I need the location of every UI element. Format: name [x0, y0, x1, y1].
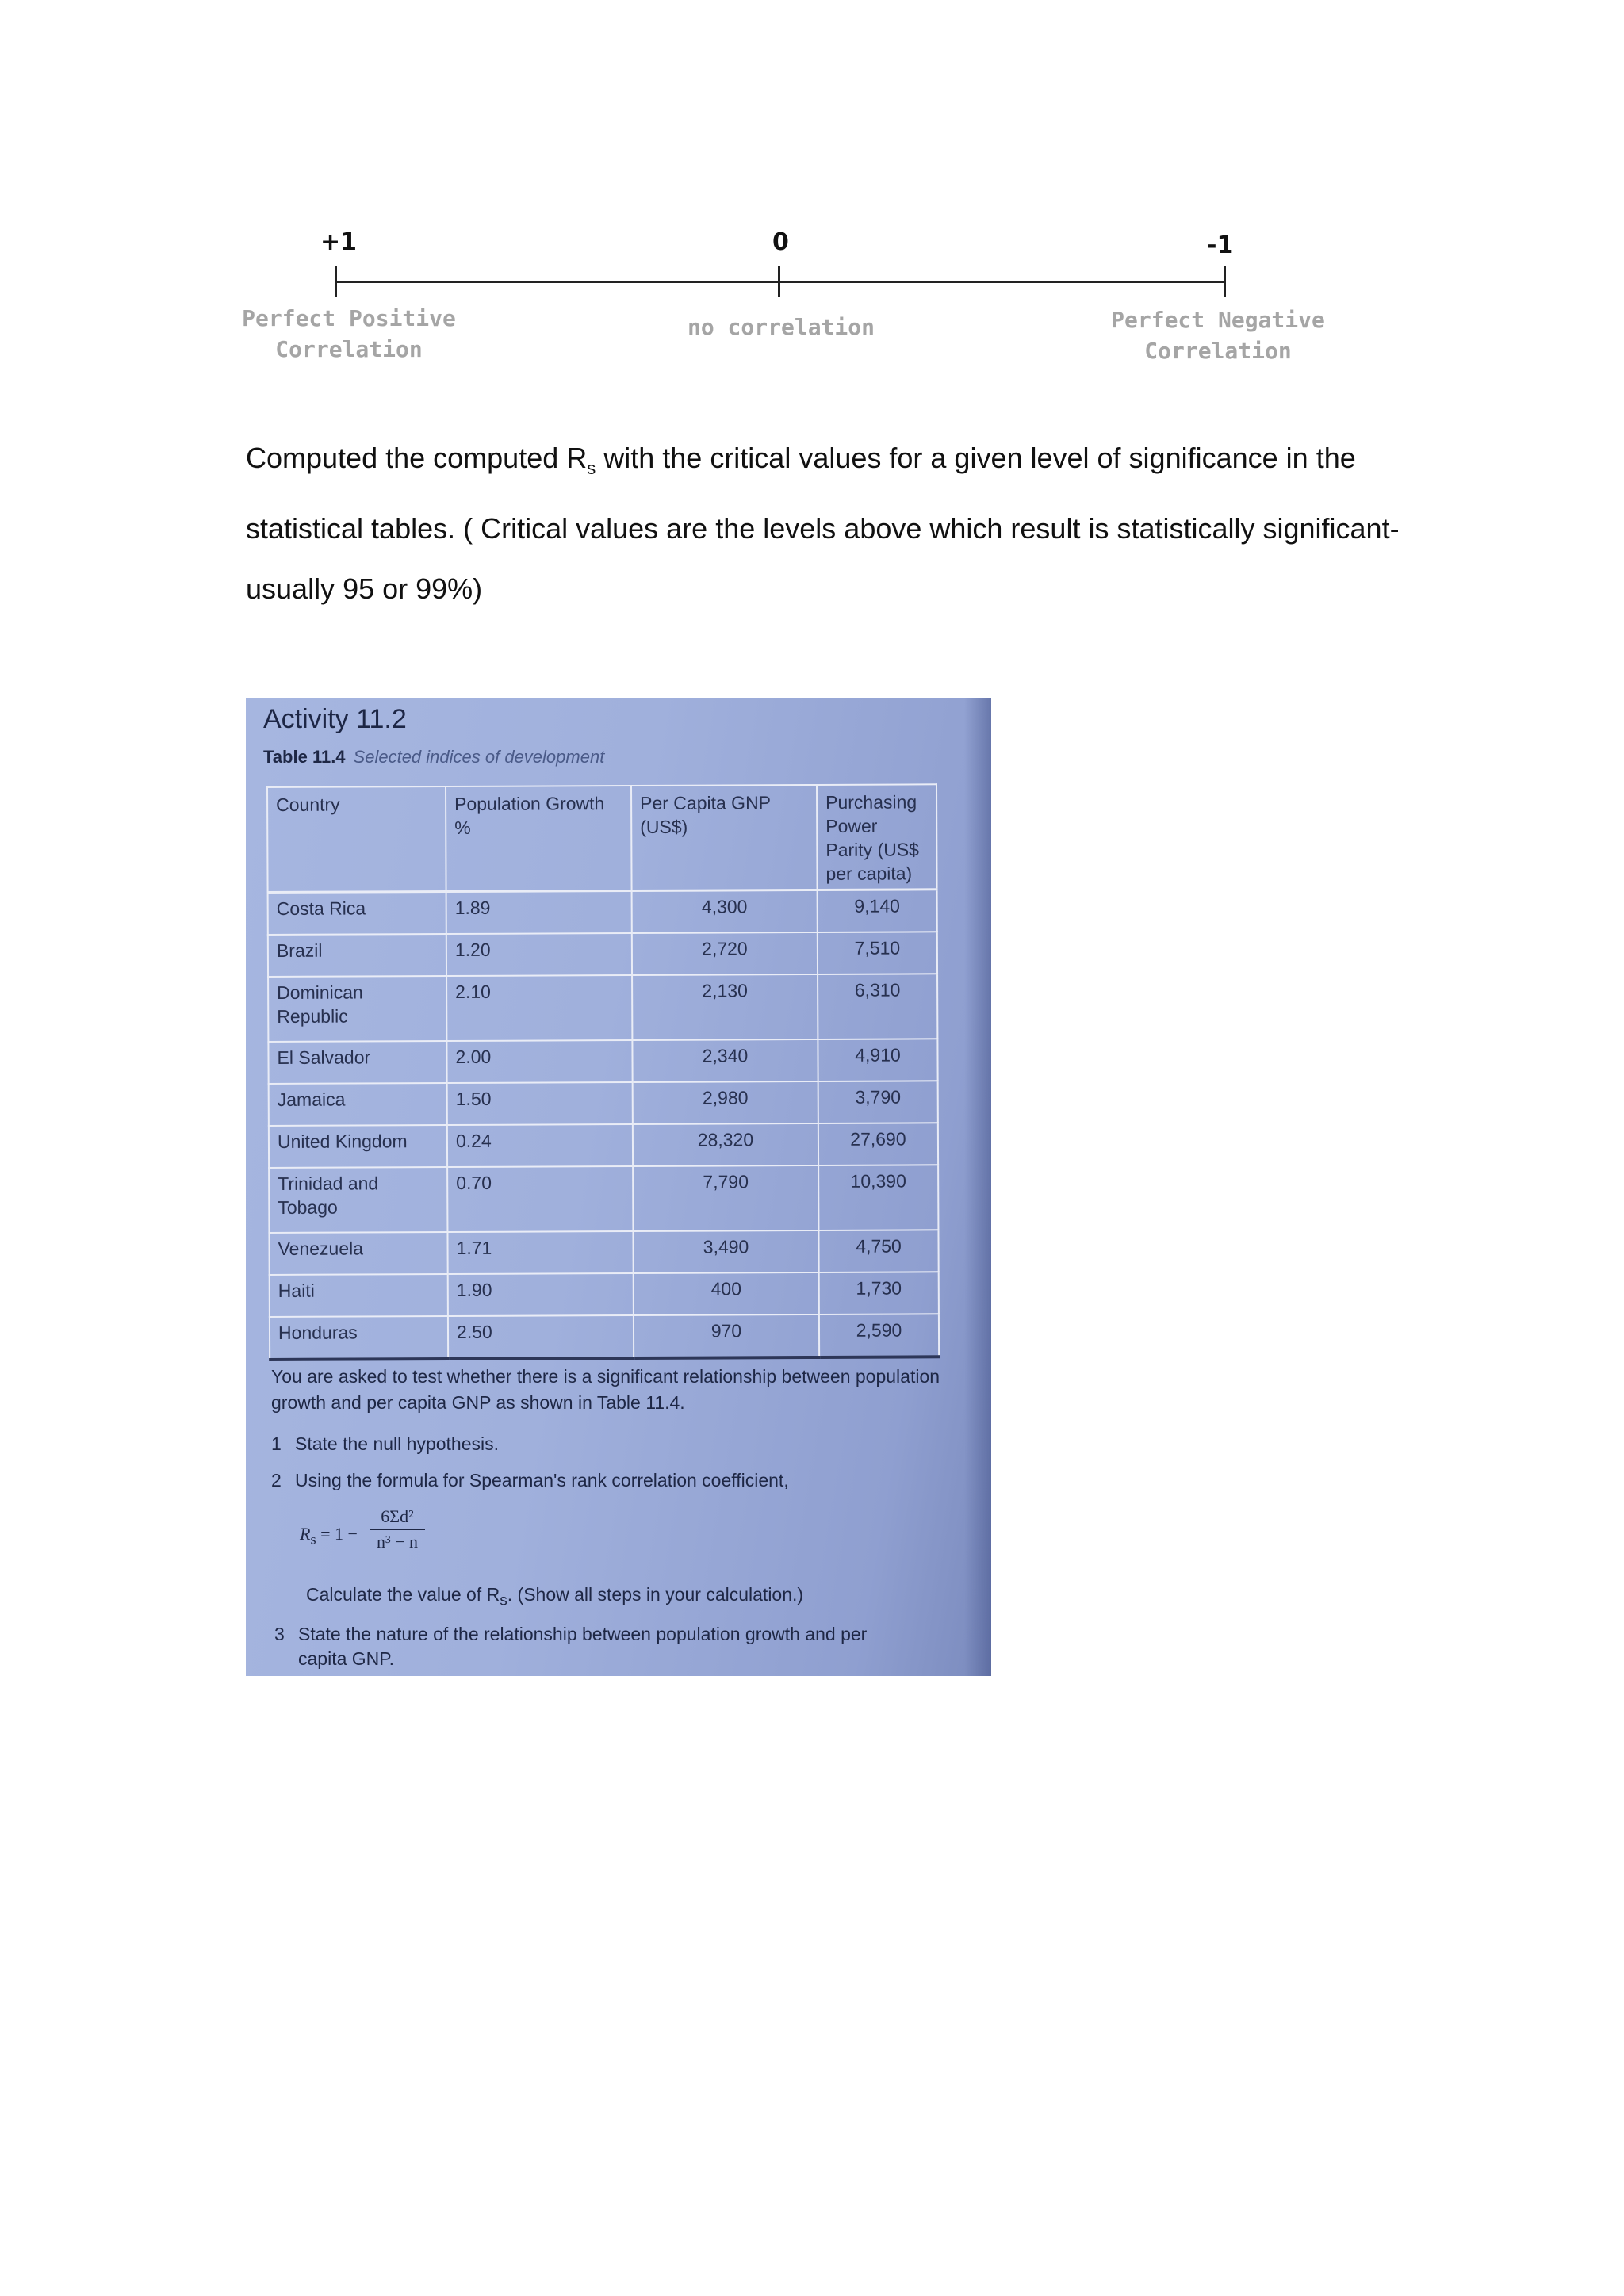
cell-ppp: 27,690 — [818, 1123, 938, 1165]
cell-gnp: 28,320 — [633, 1123, 818, 1166]
activity-intro: You are asked to test whether there is a significant relationship between population growth and per capita GNP as shown in Table 11.4. — [271, 1366, 940, 1413]
calc-sub: s — [500, 1592, 508, 1609]
page-shadow-edge — [964, 698, 991, 1676]
table-row — [270, 1314, 939, 1360]
paragraph-text-end: with the critical values for a given level of significance in the statistical tables. ( Critical values are the levels above which result is statistically significant- usually 95 or 99%) — [246, 442, 1400, 606]
calc-text-end: . (Show all steps in your calculation.) — [507, 1584, 804, 1605]
question-2 — [271, 1470, 789, 1491]
table-row — [268, 974, 937, 1042]
cell-population-growth: 1.90 — [448, 1273, 634, 1316]
question-1-text: State the null hypothesis. — [295, 1433, 499, 1454]
paragraph-text-start: Computed the computed R — [246, 442, 588, 474]
cell-gnp: 3,490 — [633, 1230, 818, 1273]
formula-fraction — [370, 1506, 425, 1552]
formula-r-sub: s — [310, 1531, 316, 1548]
table-title: Selected indices of development — [353, 747, 605, 767]
cell-ppp: 4,910 — [818, 1039, 937, 1081]
scale-value-negative: -1 — [1207, 232, 1234, 259]
cell-country: Dominican Republic — [268, 976, 446, 1042]
formula-r: R — [300, 1524, 311, 1544]
table-row — [268, 1039, 937, 1084]
cell-country: El Salvador — [268, 1041, 446, 1084]
formula-equals: = 1 − — [316, 1524, 358, 1544]
scale-tick-right — [1224, 266, 1226, 297]
cell-ppp: 9,140 — [818, 890, 937, 932]
cell-population-growth: 0.70 — [447, 1166, 633, 1232]
question-3 — [274, 1622, 925, 1671]
cell-population-growth: 1.89 — [446, 890, 632, 934]
cell-ppp: 6,310 — [818, 974, 937, 1039]
table-row — [268, 890, 937, 935]
cell-gnp: 2,720 — [632, 932, 818, 975]
cell-gnp: 2,980 — [633, 1081, 818, 1124]
question-2-calc — [306, 1584, 803, 1610]
cell-country: Haiti — [270, 1274, 448, 1317]
calc-text: Calculate the value of R — [306, 1584, 500, 1605]
cell-ppp: 2,590 — [819, 1314, 939, 1357]
cell-gnp: 4,300 — [632, 890, 818, 933]
table-row — [268, 932, 937, 977]
cell-country: Venezuela — [269, 1232, 447, 1275]
explanation-paragraph — [246, 428, 1435, 619]
formula-numerator: 6Σd² — [370, 1506, 425, 1530]
table-row — [269, 1165, 938, 1233]
cell-population-growth: 2.00 — [446, 1040, 632, 1083]
table-row — [270, 1272, 939, 1317]
formula-denominator: n³ − n — [376, 1532, 418, 1552]
question-3-number: 3 — [274, 1624, 285, 1644]
cell-population-growth: 2.50 — [448, 1315, 634, 1359]
table-row — [269, 1123, 938, 1168]
cell-population-growth: 1.20 — [446, 933, 632, 976]
scale-label-no-correlation: no correlation — [687, 314, 875, 340]
cell-country: Honduras — [270, 1316, 448, 1360]
correlation-scale — [0, 0, 1624, 396]
table-row — [269, 1230, 938, 1275]
scale-axis-line — [335, 281, 1226, 283]
cell-gnp: 7,790 — [633, 1165, 818, 1231]
cell-population-growth: 0.24 — [447, 1124, 633, 1167]
cell-gnp: 2,130 — [632, 974, 818, 1040]
scale-label-perfect-negative: Perfect Negative Correlation — [1111, 307, 1325, 364]
header-population-growth: Population Growth % — [446, 786, 632, 892]
development-indices-table — [266, 783, 940, 1361]
header-per-capita-gnp: Per Capita GNP (US$) — [631, 785, 818, 891]
scale-tick-middle — [778, 266, 780, 297]
cell-ppp: 7,510 — [818, 932, 937, 974]
header-purchasing-power-parity: Purchasing Power Parity (US$ per capita) — [817, 784, 937, 890]
cell-gnp: 400 — [634, 1272, 819, 1315]
cell-ppp: 3,790 — [818, 1081, 938, 1123]
cell-population-growth: 1.50 — [447, 1082, 633, 1125]
cell-population-growth: 2.10 — [446, 975, 632, 1041]
scale-label-perfect-positive: Perfect Positive Correlation — [242, 305, 456, 362]
cell-country: Costa Rica — [268, 892, 446, 935]
cell-country: United Kingdom — [269, 1125, 447, 1168]
formula-lhs — [300, 1524, 358, 1548]
table-caption — [263, 747, 604, 767]
cell-country: Trinidad and Tobago — [269, 1167, 447, 1233]
header-country: Country — [267, 786, 446, 892]
activity-title: Activity 11.2 — [263, 704, 407, 734]
cell-ppp: 4,750 — [818, 1230, 938, 1272]
cell-gnp: 970 — [634, 1314, 819, 1358]
cell-ppp: 10,390 — [818, 1165, 938, 1230]
paragraph-subscript: s — [587, 458, 596, 479]
cell-ppp: 1,730 — [819, 1272, 939, 1314]
activity-photo — [246, 698, 991, 1676]
cell-country: Jamaica — [269, 1083, 447, 1126]
table-number: Table 11.4 — [263, 747, 346, 767]
table-row — [269, 1081, 938, 1126]
scale-value-positive: +1 — [320, 228, 358, 256]
question-1-number: 1 — [271, 1433, 282, 1454]
scale-value-zero: 0 — [772, 228, 789, 256]
cell-country: Brazil — [268, 934, 446, 977]
question-1 — [271, 1433, 499, 1455]
question-3-text: State the nature of the relationship between population growth and per capita GNP. — [298, 1624, 868, 1669]
table-header-row — [267, 784, 937, 892]
question-2-text: Using the formula for Spearman's rank correlation coefficient, — [295, 1470, 789, 1490]
cell-gnp: 2,340 — [632, 1039, 818, 1082]
scale-tick-left — [335, 266, 337, 297]
question-2-number: 2 — [271, 1470, 282, 1490]
cell-population-growth: 1.71 — [447, 1231, 633, 1274]
